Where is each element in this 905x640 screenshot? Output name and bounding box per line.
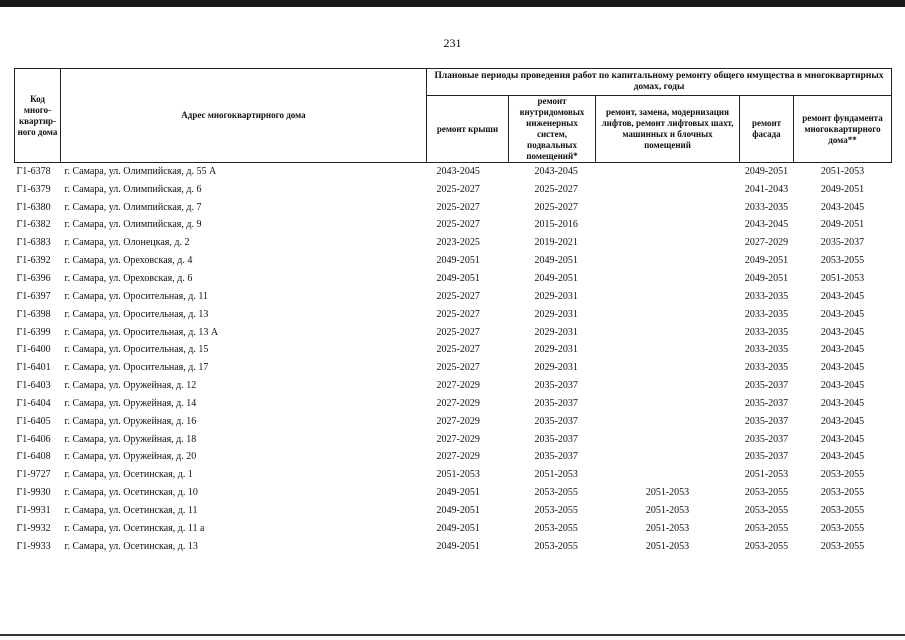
cell-lifts (596, 199, 740, 217)
cell-foundation: 2043-2045 (820, 201, 865, 213)
cell-facade: 2035-2037 (744, 433, 789, 445)
cell-engineering: 2035-2037 (534, 415, 578, 427)
cell-roof: 2027-2029 (436, 433, 480, 445)
cell-engineering: 2035-2037 (534, 433, 578, 445)
cell-foundation: 2043-2045 (820, 397, 865, 409)
table-row (15, 324, 892, 342)
cell-roof: 2043-2045 (436, 165, 480, 177)
header-facade: ремонт фасада (740, 96, 794, 163)
cell-roof: 2025-2027 (436, 326, 480, 338)
cell-code: Г1-6397 (16, 290, 51, 302)
cell-foundation: 2043-2045 (820, 344, 865, 356)
cell-address: г. Самара, ул. Олимпийская, д. 6 (64, 183, 202, 195)
cell-engineering: 2043-2045 (534, 165, 578, 177)
page-number: 231 (443, 36, 462, 50)
header-address: Адрес многоквартирного дома (61, 69, 427, 163)
cell-code: Г1-6379 (16, 183, 51, 195)
cell-code: Г1-6382 (16, 219, 51, 231)
cell-code: Г1-6405 (16, 415, 51, 427)
cell-roof: 2025-2027 (436, 201, 480, 213)
header-code: Код много-квартир-ного дома (15, 69, 61, 163)
cell-facade: 2049-2051 (744, 272, 789, 284)
cell-facade: 2035-2037 (744, 451, 789, 463)
table-row (15, 270, 892, 288)
table-header (15, 69, 892, 163)
cell-address: г. Самара, ул. Оросительная, д. 13 А (64, 326, 219, 338)
cell-code: Г1-6378 (16, 165, 51, 177)
cell-facade: 2035-2037 (744, 380, 789, 392)
cell-foundation: 2053-2055 (820, 504, 865, 516)
cell-lifts (596, 234, 740, 252)
table-row (15, 288, 892, 306)
cell-facade: 2049-2051 (744, 255, 789, 267)
cell-code: Г1-6399 (16, 326, 51, 338)
table-row (15, 520, 892, 538)
header-roof: ремонт крыши (427, 96, 509, 163)
cell-facade: 2053-2055 (744, 487, 789, 499)
header-planned-periods: Плановые периоды проведения работ по капитальному ремонту общего имущества в многоквартирных домах, годы (427, 69, 892, 96)
cell-lifts (596, 466, 740, 484)
cell-facade: 2033-2035 (744, 308, 789, 320)
cell-address: г. Самара, ул. Ореховская, д. 6 (64, 272, 193, 284)
cell-address: г. Самара, ул. Оросительная, д. 13 (64, 308, 209, 320)
cell-engineering: 2053-2055 (534, 540, 578, 552)
header-foundation: ремонт фундамента многоквартирного дома** (794, 96, 892, 163)
cell-code: Г1-6400 (16, 344, 51, 356)
cell-address: г. Самара, ул. Оросительная, д. 15 (64, 344, 209, 356)
cell-facade: 2053-2055 (744, 522, 789, 534)
cell-roof: 2049-2051 (436, 272, 480, 284)
cell-facade: 2033-2035 (744, 326, 789, 338)
cell-code: Г1-6396 (16, 272, 51, 284)
cell-engineering: 2053-2055 (534, 487, 578, 499)
cell-code: Г1-6408 (16, 451, 51, 463)
header-lifts: ремонт, замена, модернизация лифтов, ремонт лифтовых шахт, машинных и блочных помещений (596, 96, 740, 163)
cell-address: г. Самара, ул. Оружейная, д. 16 (64, 415, 197, 427)
cell-code: Г1-9931 (16, 504, 51, 516)
cell-engineering: 2049-2051 (534, 255, 578, 267)
cell-engineering: 2049-2051 (534, 272, 578, 284)
cell-lifts: 2051-2053 (645, 522, 690, 534)
cell-foundation: 2053-2055 (820, 469, 865, 481)
cell-foundation: 2043-2045 (820, 433, 865, 445)
cell-facade: 2033-2035 (744, 201, 789, 213)
table-row (15, 163, 892, 181)
cell-facade: 2041-2043 (744, 183, 789, 195)
cell-address: г. Самара, ул. Осетинская, д. 10 (64, 487, 198, 499)
cell-engineering: 2029-2031 (534, 362, 578, 374)
cell-address: г. Самара, ул. Олонецкая, д. 2 (64, 237, 190, 249)
cell-code: Г1-6383 (16, 237, 51, 249)
table-row (15, 217, 892, 235)
table-row (15, 413, 892, 431)
cell-address: г. Самара, ул. Олимпийская, д. 7 (64, 201, 202, 213)
table-row (15, 252, 892, 270)
cell-lifts (596, 163, 740, 181)
cell-roof: 2025-2027 (436, 362, 480, 374)
cell-code: Г1-9727 (16, 469, 51, 481)
cell-foundation: 2053-2055 (820, 540, 865, 552)
cell-foundation: 2043-2045 (820, 308, 865, 320)
cell-roof: 2049-2051 (436, 504, 480, 516)
cell-foundation: 2053-2055 (820, 522, 865, 534)
cell-lifts (596, 449, 740, 467)
cell-facade: 2053-2055 (744, 540, 789, 552)
cell-roof: 2025-2027 (436, 308, 480, 320)
cell-lifts (596, 359, 740, 377)
cell-facade: 2043-2045 (744, 219, 789, 231)
cell-engineering: 2025-2027 (534, 201, 578, 213)
top-border-rule (0, 0, 905, 7)
cell-facade: 2035-2037 (744, 415, 789, 427)
cell-code: Г1-9932 (16, 522, 51, 534)
cell-facade: 2027-2029 (744, 237, 789, 249)
cell-code: Г1-9933 (16, 540, 51, 552)
cell-engineering: 2053-2055 (534, 504, 578, 516)
cell-engineering: 2051-2053 (534, 469, 578, 481)
cell-foundation: 2049-2051 (820, 219, 865, 231)
cell-engineering: 2015-2016 (534, 219, 578, 231)
table-row (15, 502, 892, 520)
cell-lifts (596, 306, 740, 324)
table-row (15, 377, 892, 395)
cell-foundation: 2043-2045 (820, 362, 865, 374)
cell-code: Г1-6392 (16, 255, 51, 267)
cell-foundation: 2043-2045 (820, 290, 865, 302)
cell-foundation: 2053-2055 (820, 487, 865, 499)
table-row (15, 484, 892, 502)
cell-code: Г1-6380 (16, 201, 51, 213)
capital-repair-schedule-table (14, 68, 892, 556)
cell-address: г. Самара, ул. Осетинская, д. 11 а (64, 522, 205, 534)
cell-roof: 2027-2029 (436, 415, 480, 427)
cell-roof: 2027-2029 (436, 451, 480, 463)
table-row (15, 199, 892, 217)
cell-roof: 2025-2027 (436, 183, 480, 195)
cell-address: г. Самара, ул. Олимпийская, д. 9 (64, 219, 202, 231)
cell-lifts (596, 181, 740, 199)
cell-lifts (596, 341, 740, 359)
cell-lifts: 2051-2053 (645, 504, 690, 516)
cell-roof: 2051-2053 (436, 469, 480, 481)
cell-address: г. Самара, ул. Осетинская, д. 13 (64, 540, 198, 552)
cell-code: Г1-6404 (16, 397, 51, 409)
table-row (15, 431, 892, 449)
cell-roof: 2049-2051 (436, 540, 480, 552)
cell-address: г. Самара, ул. Осетинская, д. 1 (64, 469, 193, 481)
cell-roof: 2025-2027 (436, 344, 480, 356)
table-body (15, 163, 892, 556)
cell-foundation: 2043-2045 (820, 326, 865, 338)
cell-engineering: 2019-2021 (534, 237, 578, 249)
cell-facade: 2033-2035 (744, 362, 789, 374)
table-row (15, 234, 892, 252)
cell-lifts (596, 217, 740, 235)
table-row (15, 359, 892, 377)
cell-address: г. Самара, ул. Олимпийская, д. 55 А (64, 165, 217, 177)
cell-address: г. Самара, ул. Оружейная, д. 18 (64, 433, 197, 445)
cell-roof: 2049-2051 (436, 522, 480, 534)
cell-roof: 2027-2029 (436, 397, 480, 409)
cell-roof: 2023-2025 (436, 237, 480, 249)
table-row (15, 538, 892, 556)
cell-address: г. Самара, ул. Оружейная, д. 20 (64, 451, 197, 463)
cell-roof: 2025-2027 (436, 219, 480, 231)
cell-lifts (596, 377, 740, 395)
table-row (15, 466, 892, 484)
cell-roof: 2027-2029 (436, 380, 480, 392)
cell-lifts (596, 413, 740, 431)
cell-engineering: 2029-2031 (534, 326, 578, 338)
cell-address: г. Самара, ул. Оружейная, д. 12 (64, 380, 197, 392)
cell-address: г. Самара, ул. Оружейная, д. 14 (64, 397, 197, 409)
cell-code: Г1-9930 (16, 487, 51, 499)
cell-address: г. Самара, ул. Осетинская, д. 11 (64, 504, 198, 516)
cell-lifts (596, 270, 740, 288)
cell-lifts: 2051-2053 (645, 540, 690, 552)
cell-lifts (596, 431, 740, 449)
cell-facade: 2051-2053 (744, 469, 789, 481)
bottom-border-rule (0, 634, 905, 636)
cell-foundation: 2051-2053 (820, 165, 865, 177)
cell-facade: 2033-2035 (744, 344, 789, 356)
table-row (15, 449, 892, 467)
cell-engineering: 2025-2027 (534, 183, 578, 195)
cell-lifts (596, 288, 740, 306)
cell-engineering: 2035-2037 (534, 451, 578, 463)
cell-address: г. Самара, ул. Оросительная, д. 17 (64, 362, 209, 374)
cell-foundation: 2051-2053 (820, 272, 865, 284)
cell-code: Г1-6401 (16, 362, 51, 374)
cell-lifts (596, 324, 740, 342)
cell-foundation: 2043-2045 (820, 451, 865, 463)
cell-foundation: 2035-2037 (820, 237, 865, 249)
header-engineering: ремонт внутридомовых инженерных систем, подвальных помещений* (509, 96, 596, 163)
cell-engineering: 2029-2031 (534, 344, 578, 356)
table-row (15, 306, 892, 324)
cell-engineering: 2035-2037 (534, 380, 578, 392)
cell-lifts (596, 395, 740, 413)
cell-facade: 2035-2037 (744, 397, 789, 409)
cell-engineering: 2029-2031 (534, 308, 578, 320)
cell-engineering: 2053-2055 (534, 522, 578, 534)
cell-foundation: 2043-2045 (820, 415, 865, 427)
table-row (15, 395, 892, 413)
cell-foundation: 2049-2051 (820, 183, 865, 195)
cell-engineering: 2029-2031 (534, 290, 578, 302)
cell-lifts (596, 252, 740, 270)
cell-engineering: 2035-2037 (534, 397, 578, 409)
cell-facade: 2049-2051 (744, 165, 789, 177)
cell-facade: 2053-2055 (744, 504, 789, 516)
cell-code: Г1-6406 (16, 433, 51, 445)
cell-facade: 2033-2035 (744, 290, 789, 302)
cell-lifts: 2051-2053 (645, 487, 690, 499)
cell-roof: 2049-2051 (436, 255, 480, 267)
cell-roof: 2049-2051 (436, 487, 480, 499)
cell-address: г. Самара, ул. Ореховская, д. 4 (64, 255, 193, 267)
cell-code: Г1-6403 (16, 380, 51, 392)
cell-foundation: 2053-2055 (820, 255, 865, 267)
cell-foundation: 2043-2045 (820, 380, 865, 392)
cell-roof: 2025-2027 (436, 290, 480, 302)
table-row (15, 341, 892, 359)
cell-address: г. Самара, ул. Оросительная, д. 11 (64, 290, 208, 302)
cell-code: Г1-6398 (16, 308, 51, 320)
table-row (15, 181, 892, 199)
